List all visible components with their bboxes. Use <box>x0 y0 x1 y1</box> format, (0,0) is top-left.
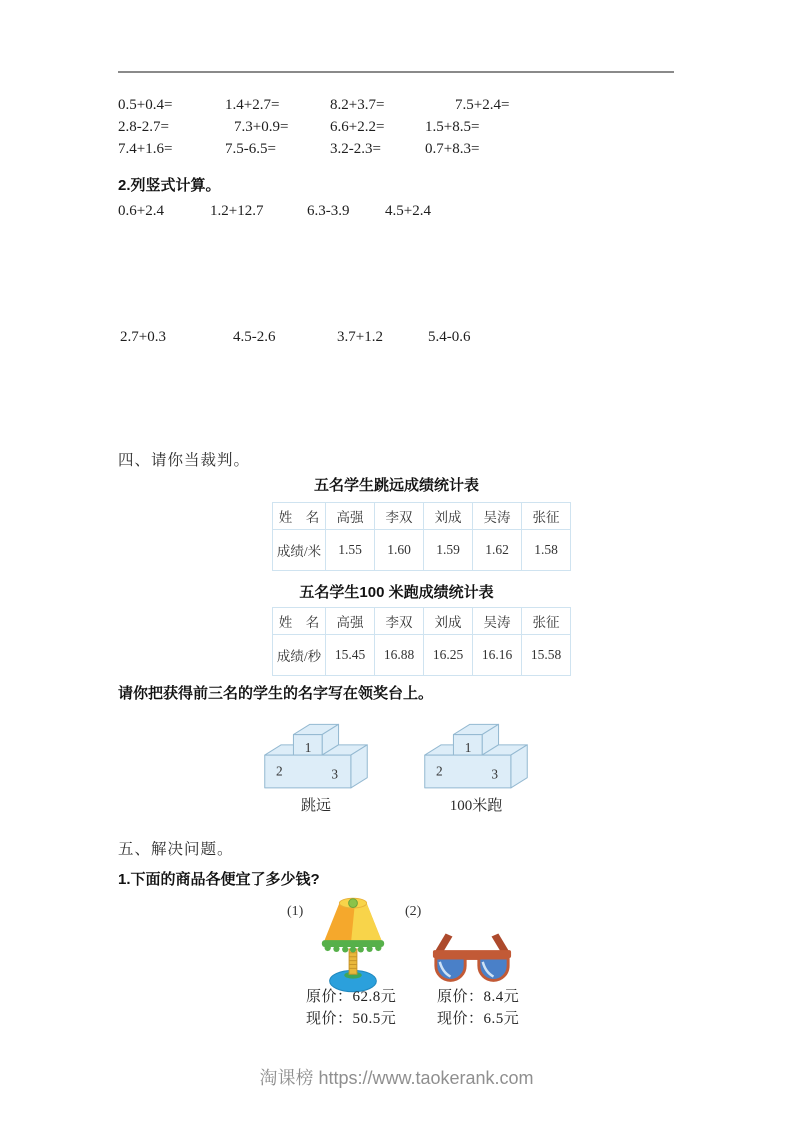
header-cell: 刘成 <box>424 503 473 530</box>
question-1: 1.下面的商品各便宜了多少钱? <box>118 871 320 888</box>
score-cell: 1.62 <box>473 530 522 571</box>
score-cell: 1.55 <box>326 530 375 571</box>
calc-problem: 2.7+0.3 <box>120 329 166 345</box>
section-four-heading: 四、请你当裁判。 <box>118 452 251 469</box>
podium-label-100m-run: 100米跑 <box>449 798 503 814</box>
podium-first-place: 1 <box>304 740 312 756</box>
calc-problem: 1.4+2.7= <box>225 97 280 113</box>
podium-third-place: 3 <box>331 766 339 782</box>
run-table-title: 五名学生100 米跑成绩统计表 <box>299 584 494 601</box>
long-jump-table <box>272 502 571 571</box>
calc-problem: 4.5+2.4 <box>385 203 431 219</box>
calc-problem: 8.2+3.7= <box>330 97 385 113</box>
table-header-row <box>273 608 571 635</box>
column-calc-heading: 2.列竖式计算。 <box>118 177 221 194</box>
run-table <box>272 607 571 676</box>
item-1-current-price: 现价：50.5元 <box>306 1011 397 1027</box>
oral-calculation-grid <box>118 94 678 160</box>
header-cell: 高强 <box>326 608 375 635</box>
header-cell: 姓 名 <box>273 608 326 635</box>
podium-second-place: 2 <box>436 763 443 779</box>
score-cell: 1.59 <box>424 530 473 571</box>
item-1-prices <box>306 986 396 1030</box>
podium-first-place: 1 <box>464 740 472 756</box>
header-cell: 张征 <box>522 503 571 530</box>
item-2-original-price: 原价：8.4元 <box>437 989 520 1005</box>
table-data-row <box>273 530 571 571</box>
calc-problem: 7.5-6.5= <box>225 141 276 157</box>
score-cell: 16.88 <box>375 635 424 676</box>
row-label-cell: 成绩/秒 <box>273 635 326 676</box>
podium-100m-run <box>418 710 534 792</box>
calc-problem: 2.8-2.7= <box>118 119 169 135</box>
header-cell: 刘成 <box>424 608 473 635</box>
item-2-current-price: 现价：6.5元 <box>437 1011 520 1027</box>
calc-problem: 7.3+0.9= <box>234 119 289 135</box>
calc-problem: 6.6+2.2= <box>330 119 385 135</box>
calc-problem: 3.2-2.3= <box>330 141 381 157</box>
header-cell: 高强 <box>326 503 375 530</box>
item-2-index: (2) <box>405 904 422 919</box>
calc-problem: 0.5+0.4= <box>118 97 173 113</box>
header-cell: 李双 <box>375 608 424 635</box>
long-jump-table-title: 五名学生跳远成绩统计表 <box>313 477 479 494</box>
header-cell: 吴涛 <box>473 503 522 530</box>
podium-diagram <box>258 710 374 792</box>
top-divider-line <box>118 71 674 73</box>
column-calc-row-2 <box>120 329 528 346</box>
calc-problem: 0.6+2.4 <box>118 203 164 219</box>
calc-problem: 6.3-3.9 <box>307 203 350 219</box>
header-cell: 李双 <box>375 503 424 530</box>
header-cell: 吴涛 <box>473 608 522 635</box>
podium-second-place: 2 <box>276 763 283 779</box>
calc-problem: 1.5+8.5= <box>425 119 480 135</box>
lamp-illustration <box>316 893 390 999</box>
score-cell: 15.45 <box>326 635 375 676</box>
table-data-row <box>273 635 571 676</box>
calc-problem: 3.7+1.2 <box>337 329 383 345</box>
calc-problem: 0.7+8.3= <box>425 141 480 157</box>
calc-problem: 7.5+2.4= <box>455 97 510 113</box>
site-footer: 淘课榜 https://www.taokerank.com <box>259 1068 534 1088</box>
podium-label-long-jump: 跳远 <box>300 798 331 814</box>
table-header-row <box>273 503 571 530</box>
header-cell: 姓 名 <box>273 503 326 530</box>
score-cell: 1.60 <box>375 530 424 571</box>
item-2-prices <box>437 986 519 1030</box>
calc-problem: 7.4+1.6= <box>118 141 173 157</box>
item-1-original-price: 原价：62.8元 <box>306 989 397 1005</box>
column-calc-row-1 <box>118 203 485 220</box>
item-1-index: (1) <box>287 904 304 919</box>
podium-prompt: 请你把获得前三名的学生的名字写在领奖台上。 <box>118 685 434 702</box>
podium-third-place: 3 <box>491 766 499 782</box>
podium-diagram <box>418 710 534 792</box>
score-cell: 1.58 <box>522 530 571 571</box>
sunglasses-illustration <box>430 926 514 988</box>
calc-problem: 4.5-2.6 <box>233 329 276 345</box>
calc-problem: 1.2+12.7 <box>210 203 264 219</box>
score-cell: 16.16 <box>473 635 522 676</box>
header-cell: 张征 <box>522 608 571 635</box>
score-cell: 15.58 <box>522 635 571 676</box>
score-cell: 16.25 <box>424 635 473 676</box>
calc-problem: 5.4-0.6 <box>428 329 471 345</box>
row-label-cell: 成绩/米 <box>273 530 326 571</box>
section-five-heading: 五、解决问题。 <box>118 841 234 858</box>
podium-long-jump <box>258 710 374 792</box>
sunglasses-image <box>430 926 514 993</box>
